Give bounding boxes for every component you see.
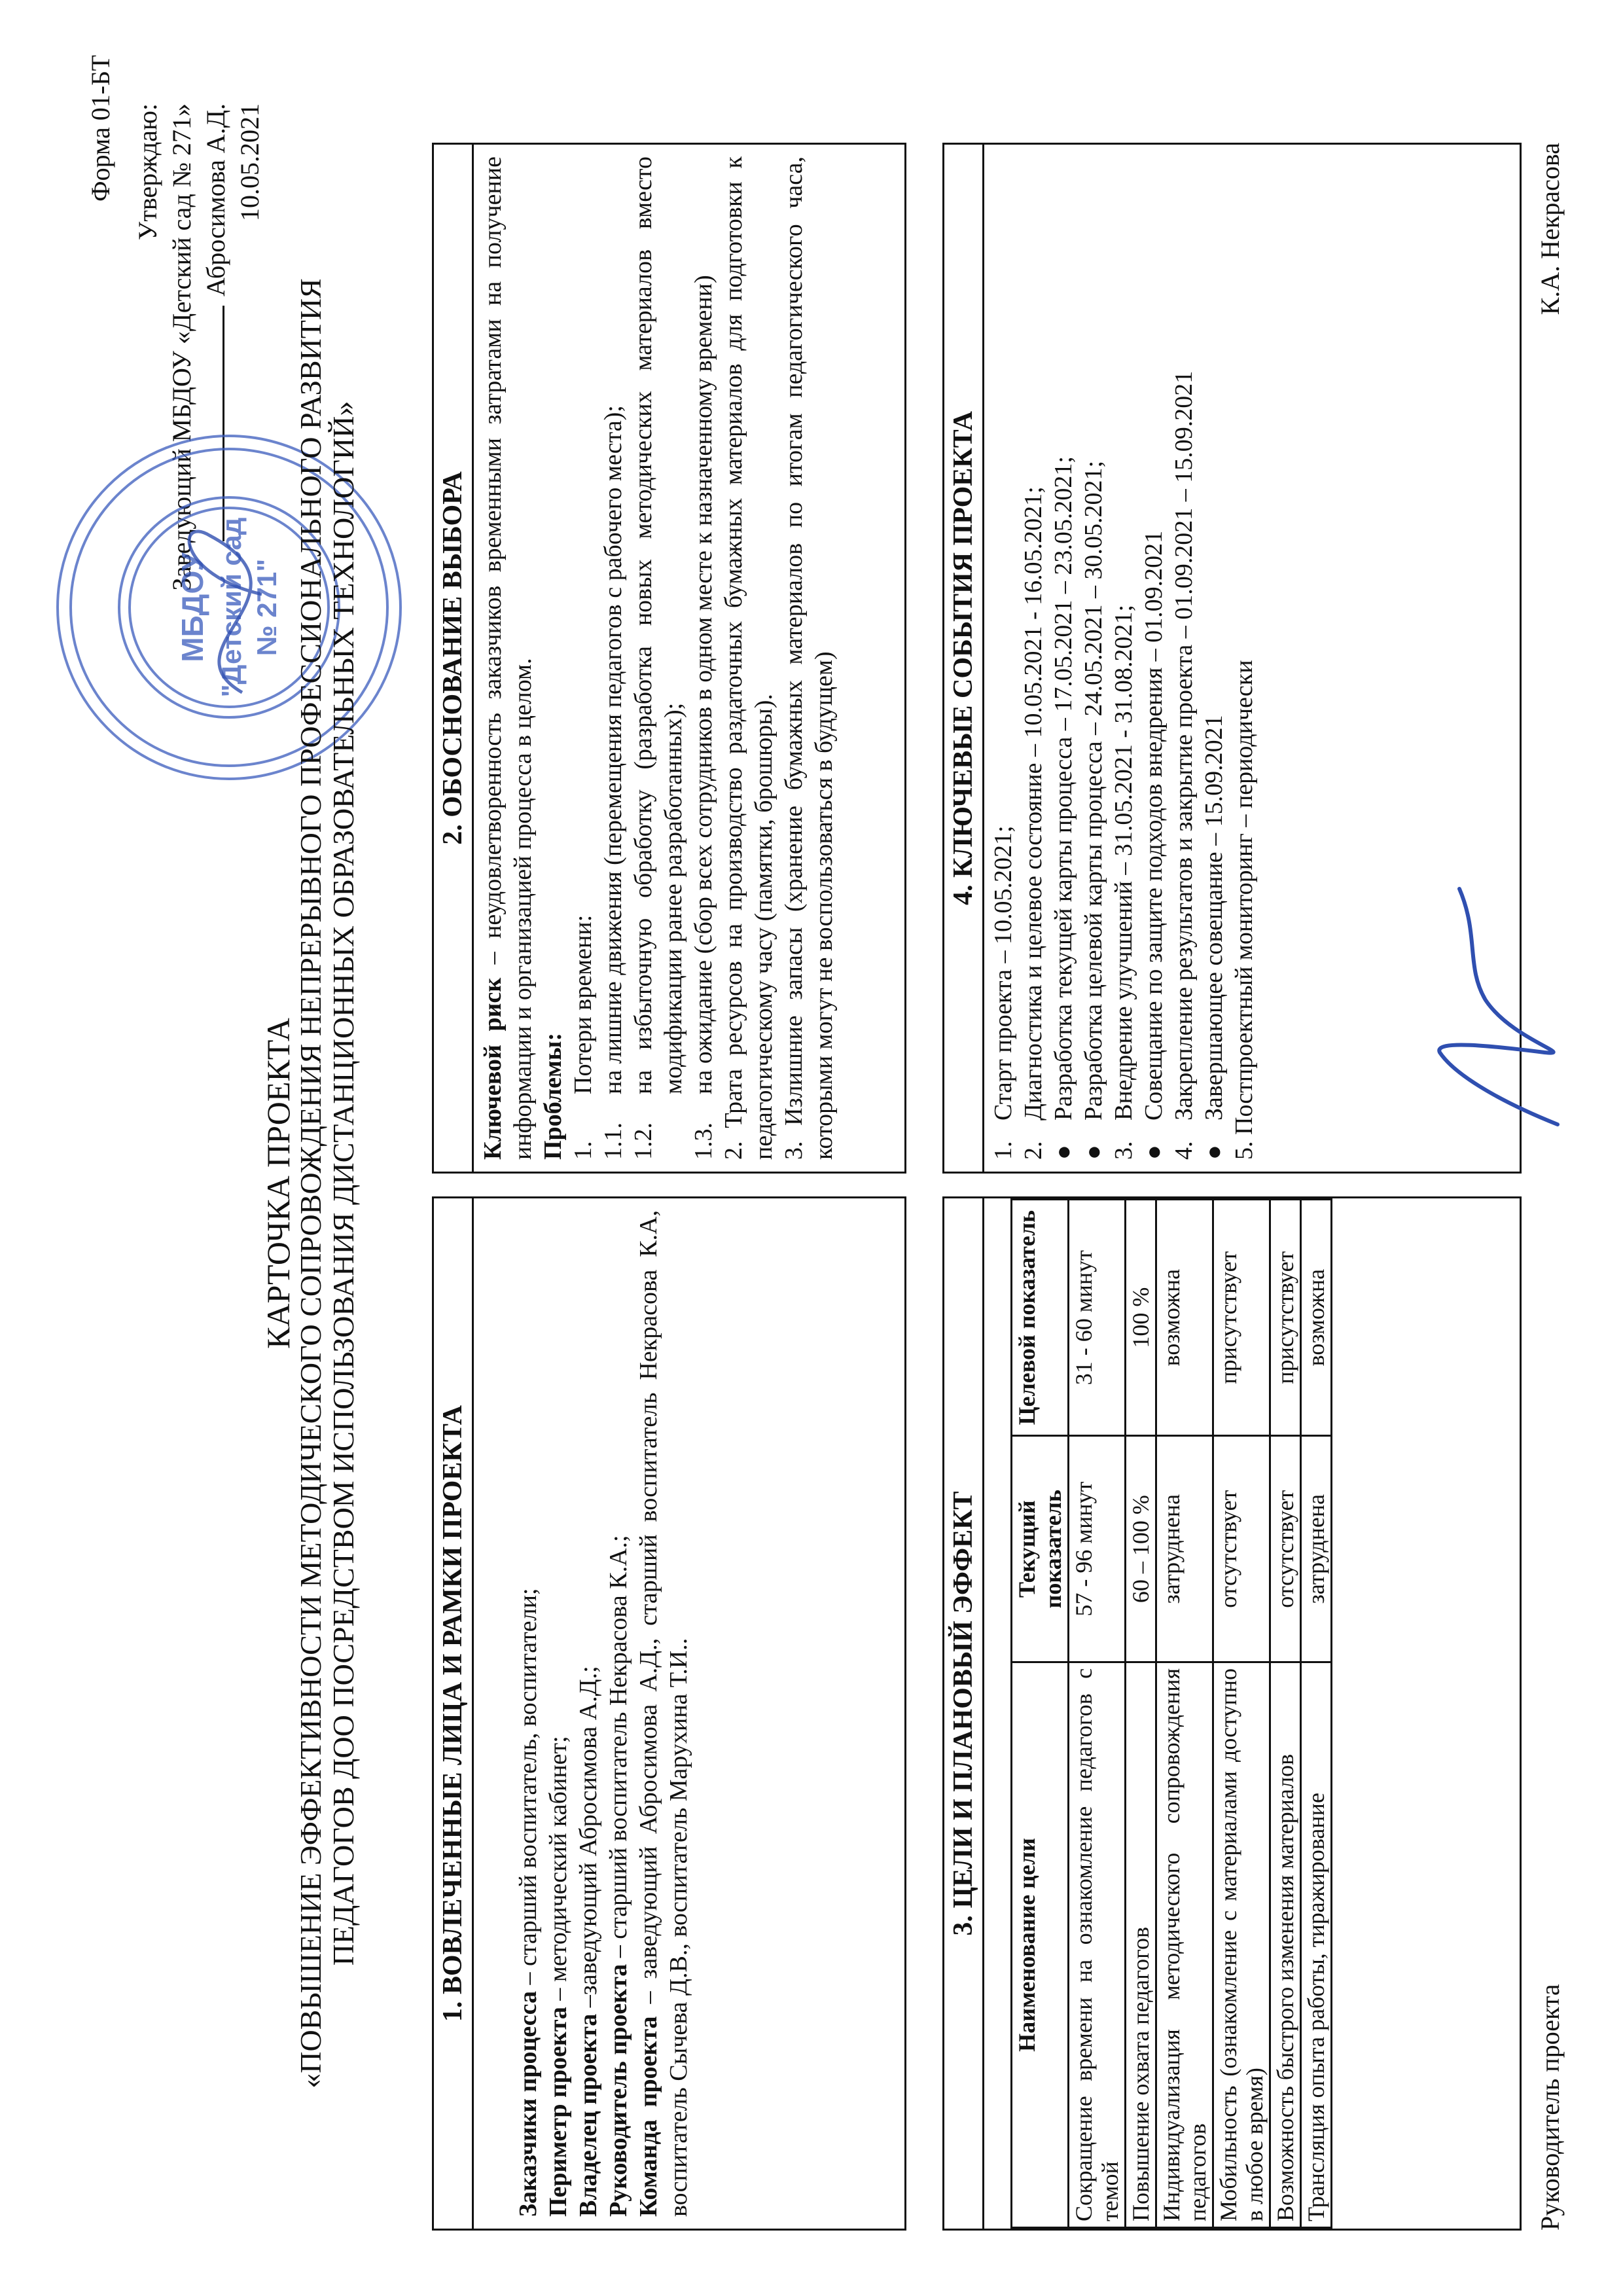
goals-table	[1010, 1198, 1332, 2229]
table-row	[1301, 1200, 1332, 2228]
goal-name: Возможность быстрого изменения материалов	[1270, 1662, 1301, 2227]
problem-item-3: 3. Излишние запасы (хранение бумажных материалов по итогам педагогического часа, которыми могут не воспользоваться в будущем)	[780, 156, 838, 1160]
handwritten-signature	[1414, 876, 1610, 1151]
goal-name: Сокращение времени на ознакомление педагогов с темой	[1069, 1662, 1126, 2227]
seal-line-2: "Детский сад	[216, 517, 247, 698]
signature-role: Руководитель проекта	[1535, 1984, 1565, 2231]
event-item: 5. Постпроектный мониторинг – периодически	[1230, 660, 1258, 1160]
current-value: 60 – 100 %	[1126, 1436, 1156, 1662]
table-header-row	[1012, 1200, 1069, 2228]
approval-date: 10.05.2021	[235, 103, 264, 221]
event-item: ● Разработка целевой карты процесса – 24.05.2021 – 30.05.2021;	[1080, 460, 1107, 1160]
stakeholder-row: Владелец проекта –заведующий Абросимова А.Д.;	[575, 1666, 602, 2217]
event-item: 3. Внедрение улучшений – 31.05.2021 - 31.08.2021;	[1110, 604, 1137, 1160]
problems-label: Проблемы:	[539, 1032, 567, 1160]
signature-name: К.А. Некрасова	[1535, 143, 1565, 315]
target-value: возможна	[1156, 1200, 1213, 1436]
seal-line-3: № 271"	[251, 558, 282, 656]
key-risk: Ключевой риск – неудовлетворенность заказчиков временными затратами на получение информации и организацией процесса в целом.	[479, 156, 537, 1160]
seal-line-1: МБДОУ	[175, 552, 209, 662]
event-item: ● Завершающее совещание – 15.09.2021	[1200, 715, 1228, 1160]
table-row	[1270, 1200, 1301, 2228]
section-justification	[432, 143, 906, 1174]
title-main: КАРТОЧКА ПРОЕКТА	[260, 1018, 296, 1349]
current-value: отсутствует	[1270, 1436, 1301, 1662]
problem-item: 1.3. на ожидание (сбор всех сотрудников в одном месте к назначенному времени)	[690, 275, 717, 1160]
goal-name: Индивидуализация методического сопровождения педагогов	[1156, 1662, 1213, 2227]
approval-position: Заведующий МБДОУ «Детский сад № 271»	[167, 103, 196, 591]
target-value: 31 - 60 минут	[1069, 1200, 1126, 1436]
section-2-heading: 2. ОБОСНОВАНИЕ ВЫБОРА	[434, 145, 474, 1172]
stakeholder-row: Заказчики процесса – старший воспитатель, воспитатели;	[514, 1588, 542, 2217]
goal-name: Мобильность (ознакомление с материалами доступно в любое время)	[1213, 1662, 1270, 2227]
problems-list	[568, 156, 719, 1160]
stakeholder-row: Периметр проекта – методический кабинет;	[544, 1736, 572, 2217]
section-4-body	[984, 145, 1263, 1172]
event-item: ● Разработка текущей карты процесса – 17.05.2021 – 23.05.2021;	[1050, 456, 1077, 1160]
column-header: Наименование цели	[1012, 1662, 1069, 2227]
section-goals	[942, 1196, 1522, 2231]
event-item: ● Совещание по защите подходов внедрения – 01.09.2021	[1140, 530, 1168, 1160]
current-value: отсутствует	[1213, 1436, 1270, 1662]
goal-name: Трансляция опыта работы, тиражирование	[1301, 1662, 1332, 2227]
problem-item: 1.1. на лишние движения (перемещения педагогов с рабочего места);	[599, 405, 627, 1160]
section-1-body	[474, 1198, 698, 2229]
section-stakeholders	[432, 1196, 906, 2231]
problem-item: 1.2. на избыточную обработку (разработка новых методических материалов вместо модификации ранее разработанных);	[630, 156, 687, 1160]
table-row	[1156, 1200, 1213, 2228]
section-1-heading: 1. ВОВЛЕЧЕННЫЕ ЛИЦА И РАМКИ ПРОЕКТА	[434, 1198, 474, 2229]
column-header: Текущий показатель	[1012, 1436, 1069, 1662]
events-list	[988, 156, 1259, 1160]
target-value: 100 %	[1126, 1200, 1156, 1436]
column-header: Целевой показатель	[1012, 1200, 1069, 1436]
approval-name: Абросимова А.Д.	[201, 103, 230, 296]
approval-label: Утверждаю:	[133, 103, 162, 240]
event-item: 2. Диагностика и целевое состояние – 10.05.2021 - 16.05.2021;	[1020, 486, 1047, 1160]
goals-table-wrap	[984, 1198, 1332, 2229]
target-value: возможна	[1301, 1200, 1332, 1436]
target-value: присутствует	[1270, 1200, 1301, 1436]
event-item: 4. Закрепление результатов и закрытие проекта – 01.09.2021 – 15.09.2021	[1170, 370, 1198, 1160]
problem-item: 1. Потери времени:	[569, 914, 597, 1160]
goal-name: Повышение охвата педагогов	[1126, 1662, 1156, 2227]
section-4-heading: 4. КЛЮЧЕВЫЕ СОБЫТИЯ ПРОЕКТА	[944, 145, 984, 1172]
form-code: Форма 01-БТ	[86, 55, 115, 202]
section-2-body	[474, 145, 843, 1172]
current-value: затруднена	[1301, 1436, 1332, 1662]
current-value: 57 - 96 минут	[1069, 1436, 1126, 1662]
title-line-2: ПЕДАГОГОВ ДОО ПОСРЕДСТВОМ ИСПОЛЬЗОВАНИЯ ДИСТАНЦИОННЫХ ОБРАЗОВАТЕЛЬНЫХ ТЕХНОЛОГИЙ»	[327, 401, 360, 1966]
table-row	[1213, 1200, 1270, 2228]
table-row	[1126, 1200, 1156, 2228]
target-value: присутствует	[1213, 1200, 1270, 1436]
title-line-1: «ПОВЫШЕНИЕ ЭФФЕКТИВНОСТИ МЕТОДИЧЕСКОГО СОПРОВОЖДЕНИЯ НЕПРЕРЫВНОГО ПРОФЕССИОНАЛЬНОГО РАЗВИТИЯ	[294, 278, 327, 2089]
current-value: затруднена	[1156, 1436, 1213, 1662]
event-item: 1. Старт проекта – 10.05.2021;	[990, 825, 1017, 1160]
table-row	[1069, 1200, 1126, 2228]
section-3-heading: 3. ЦЕЛИ И ПЛАНОВЫЙ ЭФФЕКТ	[944, 1198, 984, 2229]
problem-item-2: 2. Трата ресурсов на производство раздаточных бумажных материалов для подготовки к педагогическому часу (памятки, брошюры).	[720, 156, 777, 1160]
document-title	[262, 188, 360, 2178]
stakeholder-row: Руководитель проекта – старший воспитатель Некрасова К.А.;	[605, 1535, 632, 2217]
stakeholder-row: Команда проекта – заведующий Абросимова А.Д., старший воспитатель Некрасова К.А, воспитатель Сычева Д.В., воспитатель Марухина Т.И..	[635, 1210, 692, 2217]
